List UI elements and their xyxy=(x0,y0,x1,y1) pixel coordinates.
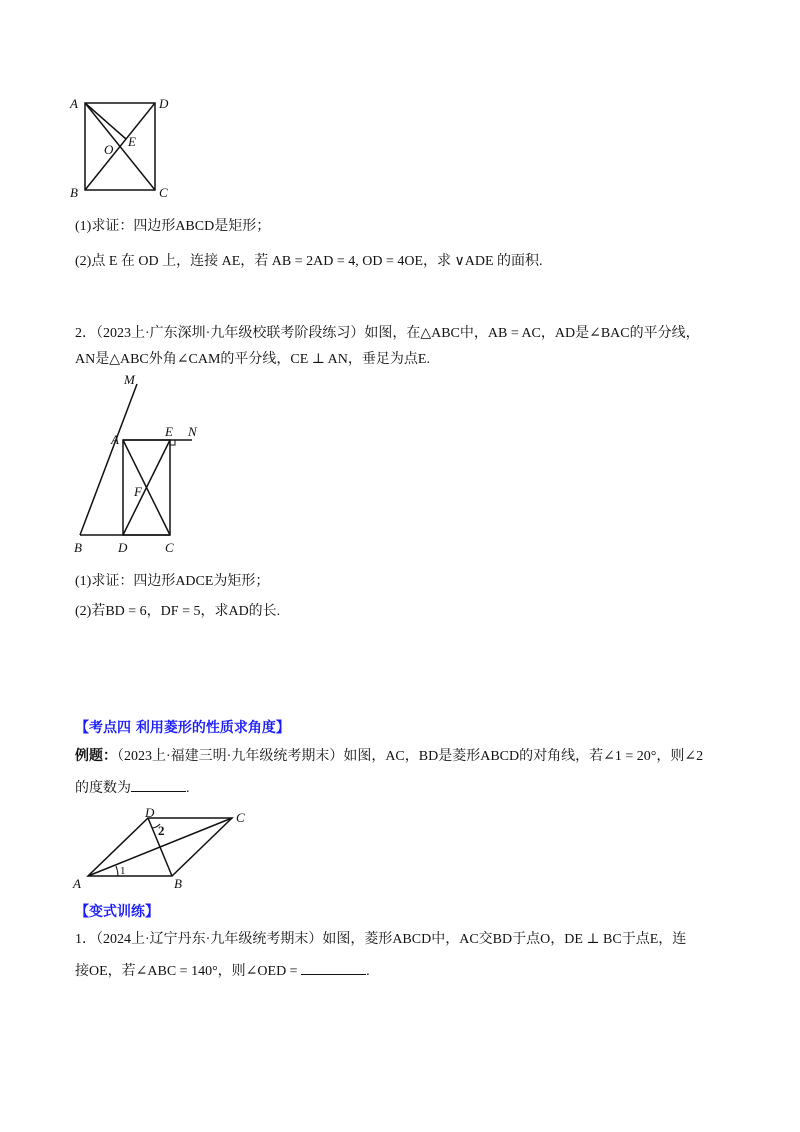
variant-q1-line2 xyxy=(75,960,370,982)
variant-q1-line1: 1．（2024上·辽宁丹东·九年级统考期末）如图，菱形ABCD中，AC交BD于点O，DE ⊥ BC于点E，连 xyxy=(75,932,687,947)
q2-part1: (1)求证：四边形ADCE为矩形； xyxy=(75,574,270,589)
label-d: D xyxy=(159,96,169,111)
answer-blank xyxy=(131,777,186,792)
answer-blank xyxy=(301,960,366,975)
q1-part1: (1)求证：四边形ABCD是矩形； xyxy=(75,219,271,234)
label-b: B xyxy=(174,876,182,891)
q2-stem-line2: AN是△ABC外角∠CAM的平分线，CE ⊥ AN，垂足为点E. xyxy=(75,352,430,367)
label-a: A xyxy=(73,876,81,891)
example-line2 xyxy=(75,777,190,799)
section-heading: 【考点四 利用菱形的性质求角度】 xyxy=(75,720,290,736)
period: . xyxy=(186,781,190,796)
label-a: A xyxy=(111,432,119,447)
label-c: C xyxy=(159,185,168,200)
q2-part2: (2)若BD = 6，DF = 5，求AD的长. xyxy=(75,604,281,619)
q2-stem-line1: 2．（2023上·广东深圳·九年级校联考阶段练习）如图，在△ABC中，AB = AC，AD是∠BAC的平分线， xyxy=(75,326,700,341)
label-m: M xyxy=(124,372,135,387)
label-b: B xyxy=(70,185,78,200)
example-label: 例题： xyxy=(75,749,117,764)
label-c: C xyxy=(165,540,174,555)
figure-triangle-adce xyxy=(74,372,198,555)
angle-1-label: 1 xyxy=(120,865,126,877)
example-text: （2023上·福建三明·九年级统考期末）如图，AC，BD是菱形ABCD的对角线，若∠1 = 20°，则∠2 xyxy=(117,749,704,764)
label-o: O xyxy=(104,142,114,157)
label-b: B xyxy=(74,540,82,555)
label-n: N xyxy=(188,424,197,439)
label-e: E xyxy=(165,424,173,439)
figure-rhombus-abcd xyxy=(72,805,245,891)
label-a: A xyxy=(70,96,78,111)
label-c: C xyxy=(236,810,245,825)
period: . xyxy=(366,964,370,979)
label-e: E xyxy=(128,134,136,149)
angle-2-label: 2 xyxy=(158,823,165,838)
label-d: D xyxy=(145,805,155,820)
example-text-2: 的度数为 xyxy=(75,781,131,796)
variant-heading: 【变式训练】 xyxy=(75,904,159,920)
q1-part2: (2)点 E 在 OD 上，连接 AE，若 AB = 2AD = 4, OD = 4OE，求 ∨ADE 的面积. xyxy=(75,254,543,269)
example-line1 xyxy=(75,747,703,767)
label-f: F xyxy=(134,484,142,499)
label-d: D xyxy=(118,540,128,555)
figure-rectangle-abcd xyxy=(69,96,169,200)
variant-q1-text: 接OE，若∠ABC = 140°，则∠OED = xyxy=(75,964,298,979)
